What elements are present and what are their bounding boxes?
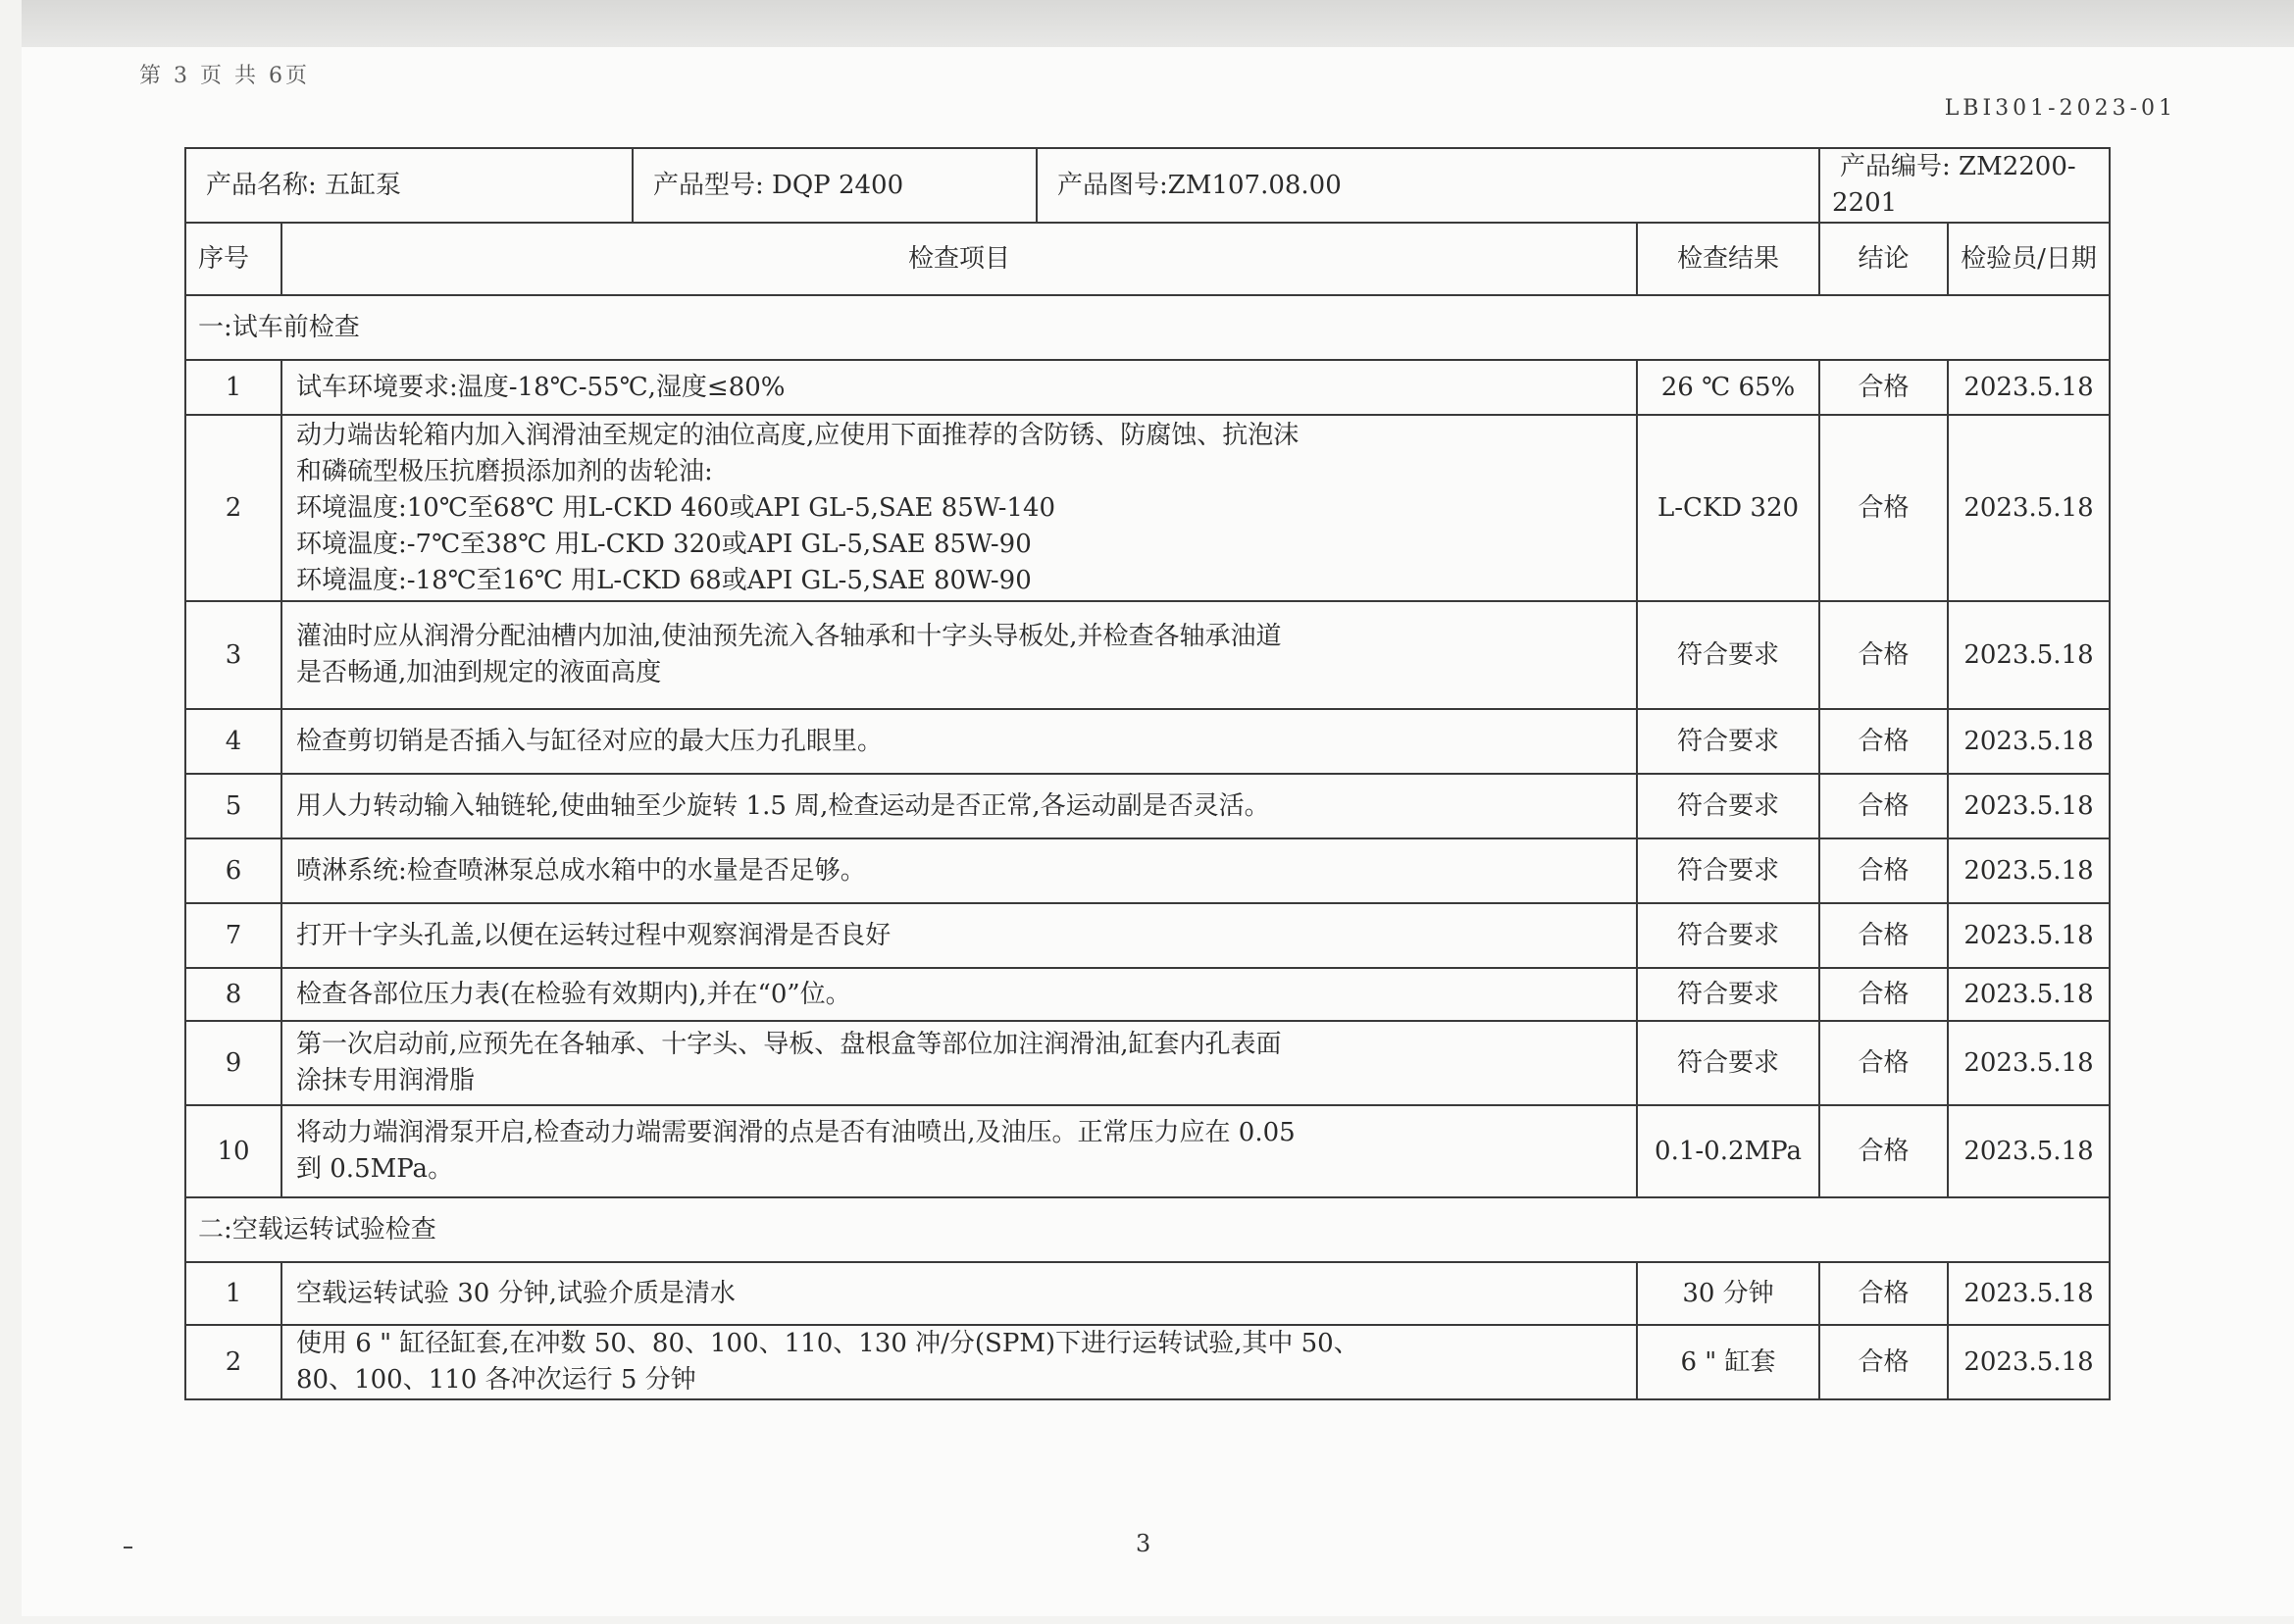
inspector-date: 2023.5.18 — [1948, 903, 2110, 968]
row-number: 4 — [185, 709, 281, 774]
conclusion: 合格 — [1819, 601, 1948, 709]
section-title: 一:试车前检查 — [185, 295, 2110, 360]
check-item — [281, 1262, 1637, 1325]
row-number: 9 — [185, 1021, 281, 1105]
check-result: 符合要求 — [1637, 774, 1819, 838]
table-row — [185, 709, 2110, 774]
check-result: 符合要求 — [1637, 903, 1819, 968]
section-title: 二:空载运转试验检查 — [185, 1197, 2110, 1262]
table-row — [185, 1325, 2110, 1399]
product-drawing-number: 产品图号:ZM107.08.00 — [1037, 148, 1819, 223]
product-serial-number: 产品编号: ZM2200-2201 — [1819, 148, 2110, 223]
inspector-date: 2023.5.18 — [1948, 1021, 2110, 1105]
check-item-line: 涂抹专用润滑脂 — [296, 1066, 476, 1095]
check-item-line: 灌油时应从润滑分配油槽内加油,使油预先流入各轴承和十字头导板处,并检查各轴承油道 — [296, 622, 1282, 651]
check-item — [281, 601, 1637, 709]
conclusion: 合格 — [1819, 1262, 1948, 1325]
margin-mark — [124, 1547, 132, 1548]
col-header-result: 检查结果 — [1637, 223, 1819, 295]
row-number: 7 — [185, 903, 281, 968]
check-result: 6 " 缸套 — [1637, 1325, 1819, 1399]
check-result: 26 ℃ 65% — [1637, 360, 1819, 415]
check-item-line: 打开十字头孔盖,以便在运转过程中观察润滑是否良好 — [296, 920, 892, 950]
inspector-date: 2023.5.18 — [1948, 1105, 2110, 1197]
row-number: 2 — [185, 1325, 281, 1399]
table-row — [185, 1105, 2110, 1197]
row-number: 10 — [185, 1105, 281, 1197]
inspector-date: 2023.5.18 — [1948, 601, 2110, 709]
section-header-row — [185, 295, 2110, 360]
check-result: 符合要求 — [1637, 709, 1819, 774]
column-header-row — [185, 223, 2110, 295]
conclusion: 合格 — [1819, 774, 1948, 838]
inspector-date: 2023.5.18 — [1948, 1325, 2110, 1399]
product-name: 产品名称: 五缸泵 — [185, 148, 633, 223]
conclusion: 合格 — [1819, 838, 1948, 903]
inspector-date: 2023.5.18 — [1948, 968, 2110, 1021]
col-header-inspector-date: 检验员/日期 — [1948, 223, 2110, 295]
check-item-line: 环境温度:-18℃至16℃ 用L-CKD 68或API GL-5,SAE 80W-90 — [296, 565, 1032, 595]
inspector-date: 2023.5.18 — [1948, 360, 2110, 415]
row-number: 8 — [185, 968, 281, 1021]
check-item-line: 和磷硫型极压抗磨损添加剂的齿轮油: — [296, 456, 713, 486]
section-header-row — [185, 1197, 2110, 1262]
document-code: LBI301-2023-01 — [1944, 96, 2176, 121]
col-header-no: 序号 — [185, 223, 281, 295]
check-result: 30 分钟 — [1637, 1262, 1819, 1325]
row-number: 1 — [185, 1262, 281, 1325]
check-result: 符合要求 — [1637, 838, 1819, 903]
inspector-date: 2023.5.18 — [1948, 1262, 2110, 1325]
check-item-line: 使用 6 " 缸径缸套,在冲数 50、80、100、110、130 冲/分(SPM)下进行运转试验,其中 50、 — [296, 1329, 1359, 1358]
conclusion: 合格 — [1819, 360, 1948, 415]
inspector-date: 2023.5.18 — [1948, 415, 2110, 601]
row-number: 2 — [185, 415, 281, 601]
table-row — [185, 415, 2110, 601]
check-result: 符合要求 — [1637, 968, 1819, 1021]
inspection-form-table — [184, 147, 2111, 1400]
conclusion: 合格 — [1819, 968, 1948, 1021]
product-model: 产品型号: DQP 2400 — [633, 148, 1037, 223]
page-number: 3 — [1136, 1530, 1151, 1557]
table-row — [185, 360, 2110, 415]
check-result: 符合要求 — [1637, 1021, 1819, 1105]
check-item — [281, 415, 1637, 601]
table-row — [185, 903, 2110, 968]
check-item-line: 到 0.5MPa。 — [296, 1154, 454, 1184]
check-item-line: 喷淋系统:检查喷淋泵总成水箱中的水量是否足够。 — [296, 855, 866, 886]
row-number: 6 — [185, 838, 281, 903]
check-result: L-CKD 320 — [1637, 415, 1819, 601]
check-item — [281, 774, 1637, 838]
row-number: 1 — [185, 360, 281, 415]
check-item-line: 环境温度:10℃至68℃ 用L-CKD 460或API GL-5,SAE 85W-140 — [296, 492, 1056, 523]
table-row — [185, 774, 2110, 838]
check-item — [281, 709, 1637, 774]
inspector-date: 2023.5.18 — [1948, 709, 2110, 774]
check-item-line: 第一次启动前,应预先在各轴承、十字头、导板、盘根盒等部位加注润滑油,缸套内孔表面 — [296, 1030, 1282, 1059]
check-item — [281, 1021, 1637, 1105]
check-result: 符合要求 — [1637, 601, 1819, 709]
conclusion: 合格 — [1819, 1021, 1948, 1105]
row-number: 5 — [185, 774, 281, 838]
product-info-row — [185, 148, 2110, 223]
check-item-line: 用人力转动输入轴链轮,使曲轴至少旋转 1.5 周,检查运动是否正常,各运动副是否灵活。 — [296, 790, 1270, 821]
table-row — [185, 1262, 2110, 1325]
check-item-line: 检查剪切销是否插入与缸径对应的最大压力孔眼里。 — [296, 726, 884, 756]
check-item-line: 环境温度:-7℃至38℃ 用L-CKD 320或API GL-5,SAE 85W-90 — [296, 529, 1032, 559]
conclusion: 合格 — [1819, 903, 1948, 968]
check-item — [281, 1325, 1637, 1399]
check-item-line: 空载运转试验 30 分钟,试验介质是清水 — [296, 1278, 736, 1308]
table-row — [185, 601, 2110, 709]
conclusion: 合格 — [1819, 1325, 1948, 1399]
check-item — [281, 968, 1637, 1021]
check-item — [281, 1105, 1637, 1197]
check-item-line: 检查各部位压力表(在检验有效期内),并在“0”位。 — [296, 979, 851, 1009]
inspector-date: 2023.5.18 — [1948, 838, 2110, 903]
page-indicator: 第 3 页 共 6页 — [139, 64, 310, 88]
check-item-line: 将动力端润滑泵开启,检查动力端需要润滑的点是否有油喷出,及油压。正常压力应在 0.05 — [296, 1118, 1296, 1147]
check-item-line: 80、100、110 各冲次运行 5 分钟 — [296, 1365, 696, 1395]
conclusion: 合格 — [1819, 415, 1948, 601]
row-number: 3 — [185, 601, 281, 709]
col-header-conclusion: 结论 — [1819, 223, 1948, 295]
conclusion: 合格 — [1819, 709, 1948, 774]
conclusion: 合格 — [1819, 1105, 1948, 1197]
table-row — [185, 968, 2110, 1021]
table-row — [185, 838, 2110, 903]
check-item — [281, 838, 1637, 903]
col-header-item: 检查项目 — [281, 223, 1637, 295]
check-result: 0.1-0.2MPa — [1637, 1105, 1819, 1197]
check-item-line: 试车环境要求:温度-18℃-55℃,湿度≤80% — [296, 372, 786, 402]
check-item — [281, 903, 1637, 968]
check-item — [281, 360, 1637, 415]
inspector-date: 2023.5.18 — [1948, 774, 2110, 838]
table-row — [185, 1021, 2110, 1105]
check-item-line: 动力端齿轮箱内加入润滑油至规定的油位高度,应使用下面推荐的含防锈、防腐蚀、抗泡沫 — [296, 420, 1300, 450]
check-item-line: 是否畅通,加油到规定的液面高度 — [296, 658, 662, 687]
